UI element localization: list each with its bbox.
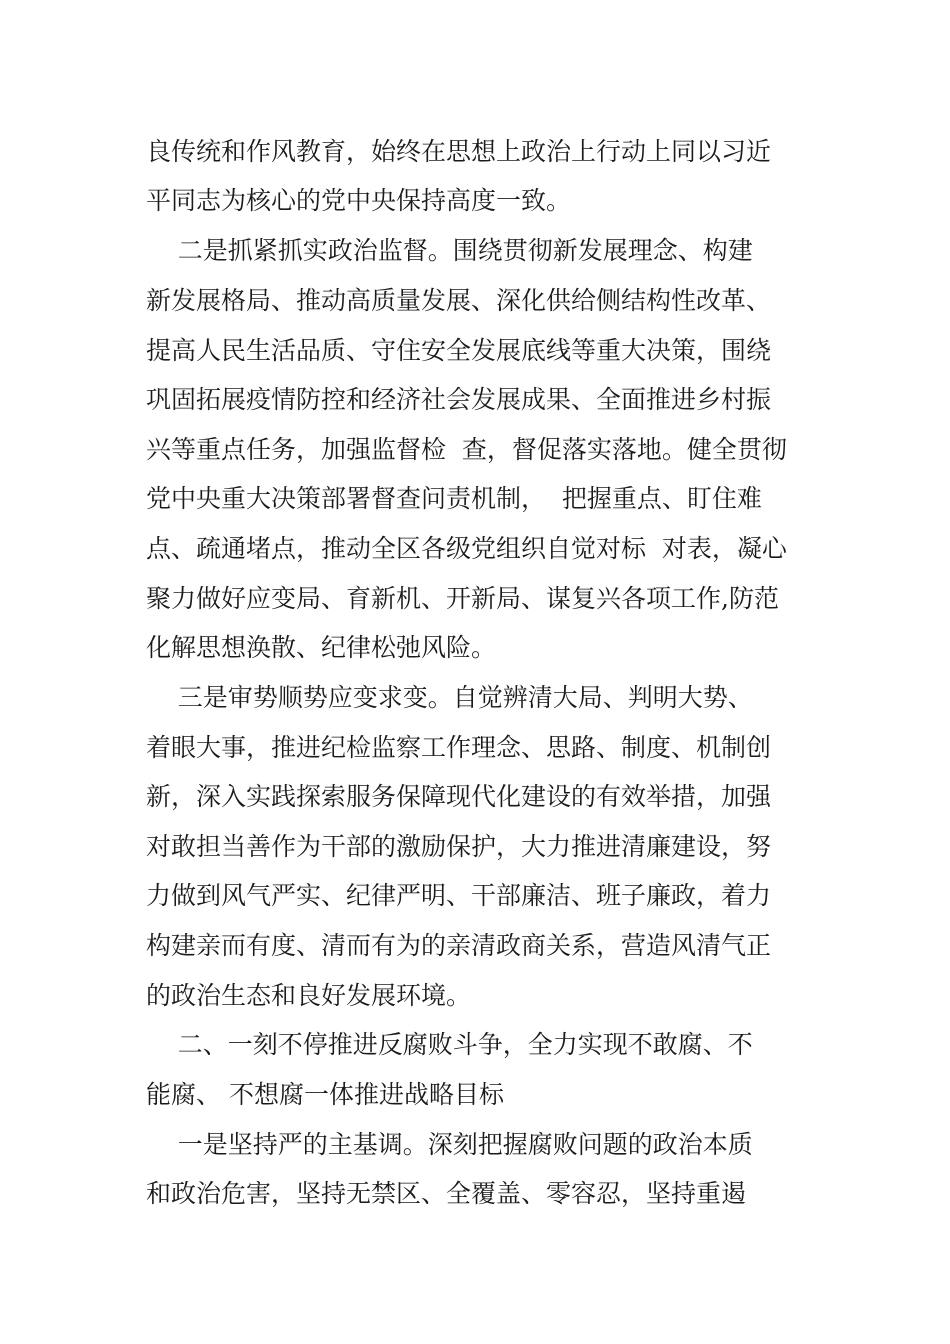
text-line: 良传统和作风教育，始终在思想上政治上行动上同以习近 xyxy=(146,137,772,166)
text-line: 一是坚持严的主基调。深刻把握腐败问题的政治本质 xyxy=(146,1130,753,1159)
text-line: 新，深入实践探索服务保障现代化建设的有效举措，加强 xyxy=(146,782,772,811)
text-line: 着眼大事，推进纪检监察工作理念、思路、制度、机制创 xyxy=(146,733,772,762)
text-line: 的政治生态和良好发展环境。 xyxy=(146,981,472,1010)
text-line: 构建亲而有度、清而有为的亲清政商关系，营造风清气正 xyxy=(146,931,772,960)
text-line: 点、疏通堵点，推动全区各级党组织自觉对标 对表，凝心 xyxy=(146,534,787,563)
text-line: 兴等重点任务，加强监督检 查，督促落实落地。健全贯彻 xyxy=(146,435,787,464)
text-line: 和政治危害，坚持无禁区、全覆盖、零容忍，坚持重遏 xyxy=(146,1179,747,1208)
text-line: 二是抓紧抓实政治监督。围绕贯彻新发展理念、构建 xyxy=(146,236,753,265)
text-line: 新发展格局、推动高质量发展、深化供给侧结构性改革、 xyxy=(146,286,772,315)
text-line: 巩固拓展疫情防控和经济社会发展成果、全面推进乡村振 xyxy=(146,385,772,414)
text-line: 力做到风气严实、纪律严明、干部廉洁、班子廉政，着力 xyxy=(146,881,772,910)
text-line: 聚力做好应变局、育新机、开新局、谋复兴各项工作,防范 xyxy=(146,584,779,613)
text-line: 三是审势顺势应变求变。自觉辨清大局、判明大势、 xyxy=(146,683,753,712)
text-line: 提高人民生活品质、守住安全发展底线等重大决策，围绕 xyxy=(146,336,772,365)
text-line: 能腐、 不想腐一体推进战略目标 xyxy=(146,1080,504,1109)
text-line: 对敢担当善作为干部的激励保护，大力推进清廉建设，努 xyxy=(146,832,772,861)
text-line: 化解思想涣散、纪律松弛风险。 xyxy=(146,633,497,662)
text-line: 平同志为核心的党中央保持高度一致。 xyxy=(146,186,572,215)
text-line: 党中央重大决策部署督查问责机制， 把握重点、盯住难 xyxy=(146,484,762,513)
text-line: 二、一刻不停推进反腐败斗争，全力实现不敢腐、不 xyxy=(146,1030,753,1059)
